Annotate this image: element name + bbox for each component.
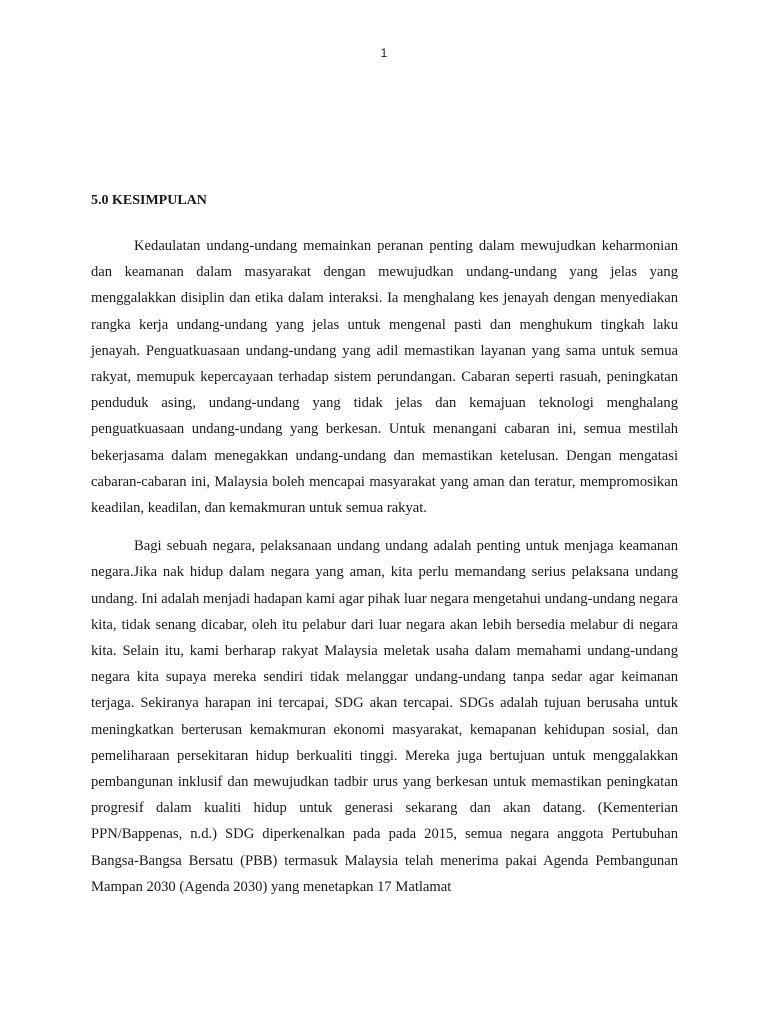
section-heading: 5.0 KESIMPULAN (91, 193, 207, 208)
section-body (91, 233, 678, 912)
page-number: 1 (380, 46, 388, 60)
paragraph-implementation: Bagi sebuah negara, pelaksanaan undang undang adalah penting untuk menjaga keamanan negara.Jika nak hidup dalam negara yang aman, kita perlu memandang serius pelaksana undang undang. Ini adalah menjadi hadapan kami agar pihak luar negara mengetahui undang-undang negara kita, tidak senang dicabar, oleh itu pelabur dari luar negara akan lebih bersedia melabur di negara kita. Selain itu, kami berharap rakyat Malaysia meletak usaha dalam memahami undang-undang negara kita supaya mereka sendiri tidak melanggar undang-undang tanpa sedar agar keimanan terjaga. Sekiranya harapan ini tercapai, SDG akan tercapai. SDGs adalah tujuan berusaha untuk meningkatkan berterusan kemakmuran ekonomi masyarakat, kemapanan kehidupan sosial, dan pemeliharaan persekitaran hidup berkualiti tinggi. Mereka juga bertujuan untuk menggalakkan pembangunan inklusif dan mewujudkan tadbir urus yang berkesan untuk memastikan peningkatan progresif dalam kualiti hidup untuk generasi sekarang dan akan datang. (Kementerian PPN/Bappenas, n.d.) SDG diperkenalkan pada pada 2015, semua negara anggota Pertubuhan Bangsa-Bangsa Bersatu (PBB) termasuk Malaysia telah menerima pakai Agenda Pembangunan Mampan 2030 (Agenda 2030) yang menetapkan 17 Matlamat (91, 538, 678, 895)
paragraph-conclusion: Kedaulatan undang-undang memainkan peranan penting dalam mewujudkan keharmonian dan keamanan dalam masyarakat dengan mewujudkan undang-undang yang jelas yang menggalakkan disiplin dan etika dalam interaksi. Ia menghalang kes jenayah dengan menyediakan rangka kerja undang-undang yang jelas untuk mengenal pasti dan menghukum tingkah laku jenayah. Penguatkuasaan undang-undang yang adil memastikan layanan yang sama untuk semua rakyat, memupuk kepercayaan terhadap sistem perundangan. Cabaran seperti rasuah, peningkatan penduduk asing, undang-undang yang tidak jelas dan kemajuan teknologi menghalang penguatkuasaan undang-undang yang berkesan. Untuk menangani cabaran ini, semua mestilah bekerjasama dalam menegakkan undang-undang dan memastikan ketelusan. Dengan mengatasi cabaran-cabaran ini, Malaysia boleh mencapai masyarakat yang aman dan teratur, mempromosikan keadilan, keadilan, dan kemakmuran untuk semua rakyat. (91, 238, 678, 517)
